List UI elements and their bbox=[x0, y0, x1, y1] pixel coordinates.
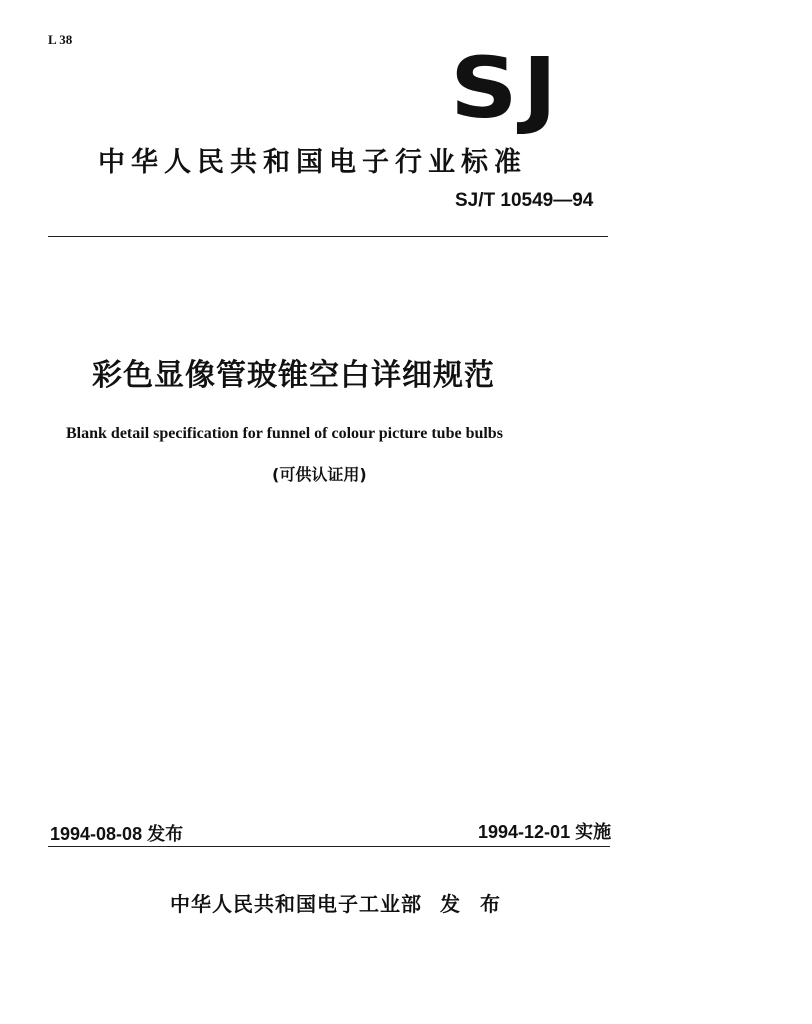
sj-logo: SJ bbox=[450, 39, 562, 137]
classification-code: L 38 bbox=[48, 32, 73, 47]
issuing-authority: 中华人民共和国电子工业部 bbox=[170, 892, 422, 916]
footer-divider bbox=[48, 846, 610, 847]
implementation-date: 1994-12-01 实施 bbox=[478, 822, 612, 842]
document-title-english: Blank detail specification for funnel of colour picture tube bulbs bbox=[66, 425, 503, 442]
standard-number: SJ/T 10549—94 bbox=[455, 190, 594, 211]
certification-note: (可供认证用) bbox=[272, 465, 367, 484]
header-divider bbox=[48, 236, 608, 237]
publish-date: 1994-08-08 发布 bbox=[50, 824, 184, 844]
industry-standard-heading: 中华人民共和国电子行业标准 bbox=[98, 147, 527, 178]
issue-label: 发布 bbox=[440, 892, 520, 916]
document-title-chinese: 彩色显像管玻锥空白详细规范 bbox=[92, 358, 495, 393]
